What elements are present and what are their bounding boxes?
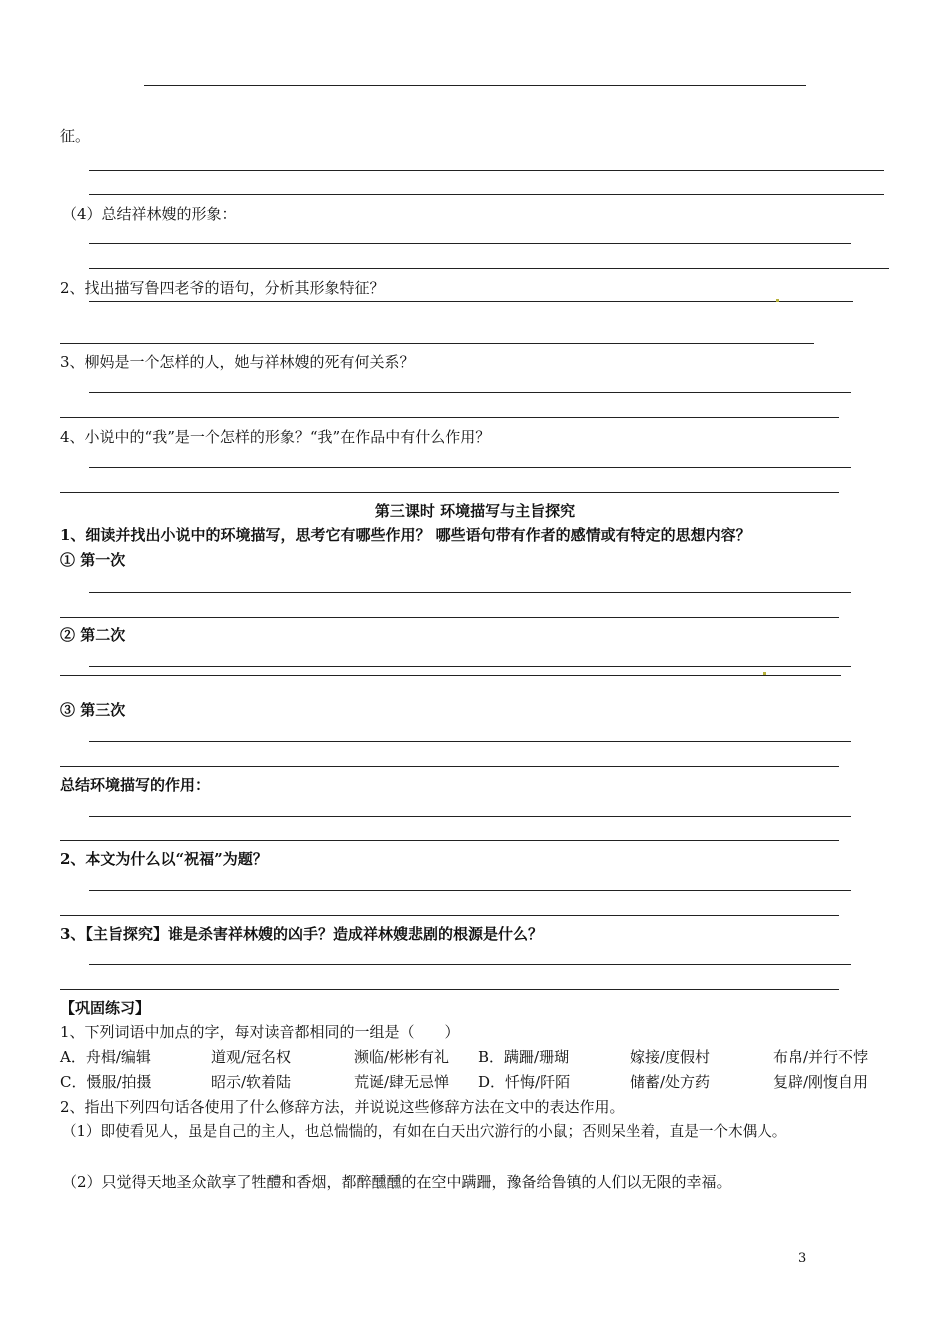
lesson3-third: ③ 第三次 <box>60 701 126 719</box>
option-cell: A．舟楫/编辑 <box>60 1048 151 1066</box>
answer-line <box>89 741 851 742</box>
option-cell: 荒诞/肆无忌惮 <box>354 1073 450 1091</box>
answer-line <box>60 766 839 767</box>
option-cell: 昭示/软着陆 <box>211 1073 292 1091</box>
answer-line <box>60 989 839 990</box>
answer-line <box>60 617 839 618</box>
option-cell: B．蹒跚/珊瑚 <box>478 1048 570 1066</box>
option-cell: D．忏悔/阡陌 <box>478 1073 571 1091</box>
lesson3-question-1: 1、细读并找出小说中的环境描写，思考它有哪些作用？ 哪些语句带有作者的感情或有特定的思想内容？ <box>60 526 751 544</box>
question-4-summary: （4）总结祥林嫂的形象： <box>62 205 237 223</box>
option-cell: 道观/冠名权 <box>211 1048 292 1066</box>
question-4: 4、小说中的“我”是一个怎样的形象？“我”在作品中有什么作用？ <box>60 428 491 446</box>
answer-line <box>89 301 853 302</box>
practice-question-1: 1、下列词语中加点的字，每对读音都相同的一组是（ ） <box>60 1023 460 1041</box>
answer-line <box>89 816 851 817</box>
option-cell: 布帛/并行不悖 <box>773 1048 869 1066</box>
option-cell: 复辟/刚愎自用 <box>773 1073 869 1091</box>
answer-line <box>89 243 851 244</box>
lesson3-question-2: 2、本文为什么以“祝福”为题？ <box>60 850 268 868</box>
option-cell: 嫁接/度假村 <box>630 1048 711 1066</box>
practice-heading: 【巩固练习】 <box>60 999 151 1017</box>
question-2: 2、找出描写鲁四老爷的语句，分析其形象特征？ <box>60 279 385 297</box>
practice-sentence-1: （1）即使看见人，虽是自己的主人，也总惴惴的，有如在白天出穴游行的小鼠；否则呆坐着，直是一个木偶人。 <box>62 1123 787 1140</box>
answer-line <box>89 890 851 891</box>
question-3: 3、柳妈是一个怎样的人，她与祥林嫂的死有何关系？ <box>60 353 415 371</box>
answer-line <box>89 964 851 965</box>
trailing-text: 征。 <box>60 127 91 145</box>
top-rule <box>144 85 806 86</box>
lesson3-question-3: 3、【主旨探究】谁是杀害祥林嫂的凶手？造成祥林嫂悲剧的根源是什么？ <box>60 925 543 943</box>
page-number: 3 <box>798 1251 807 1266</box>
speck <box>776 299 779 302</box>
speck <box>763 672 766 675</box>
answer-line <box>60 675 841 676</box>
answer-line <box>89 467 851 468</box>
answer-line <box>60 915 839 916</box>
answer-line <box>89 194 884 195</box>
option-cell: 储蓄/处方药 <box>630 1073 711 1091</box>
answer-line <box>60 840 839 841</box>
lesson3-summary: 总结环境描写的作用： <box>60 776 211 794</box>
lesson3-first: ① 第一次 <box>60 551 126 569</box>
answer-line <box>60 417 839 418</box>
option-cell: C．慑服/拍摄 <box>60 1073 152 1091</box>
lesson3-second: ② 第二次 <box>60 626 126 644</box>
option-cell: 濒临/彬彬有礼 <box>354 1048 450 1066</box>
answer-line <box>89 592 851 593</box>
lesson3-title: 第三课时 环境描写与主旨探究 <box>374 502 576 520</box>
practice-question-2: 2、指出下列四句话各使用了什么修辞方法，并说说这些修辞方法在文中的表达作用。 <box>60 1098 625 1116</box>
answer-line <box>89 392 851 393</box>
answer-line <box>89 666 851 667</box>
answer-line <box>60 343 814 344</box>
answer-line <box>89 268 889 269</box>
answer-line <box>89 170 884 171</box>
practice-sentence-2: （2）只觉得天地圣众歆享了牲醴和香烟，都醉醺醺的在空中蹒跚，豫备给鲁镇的人们以无限的幸福。 <box>62 1173 732 1191</box>
answer-line <box>60 492 839 493</box>
